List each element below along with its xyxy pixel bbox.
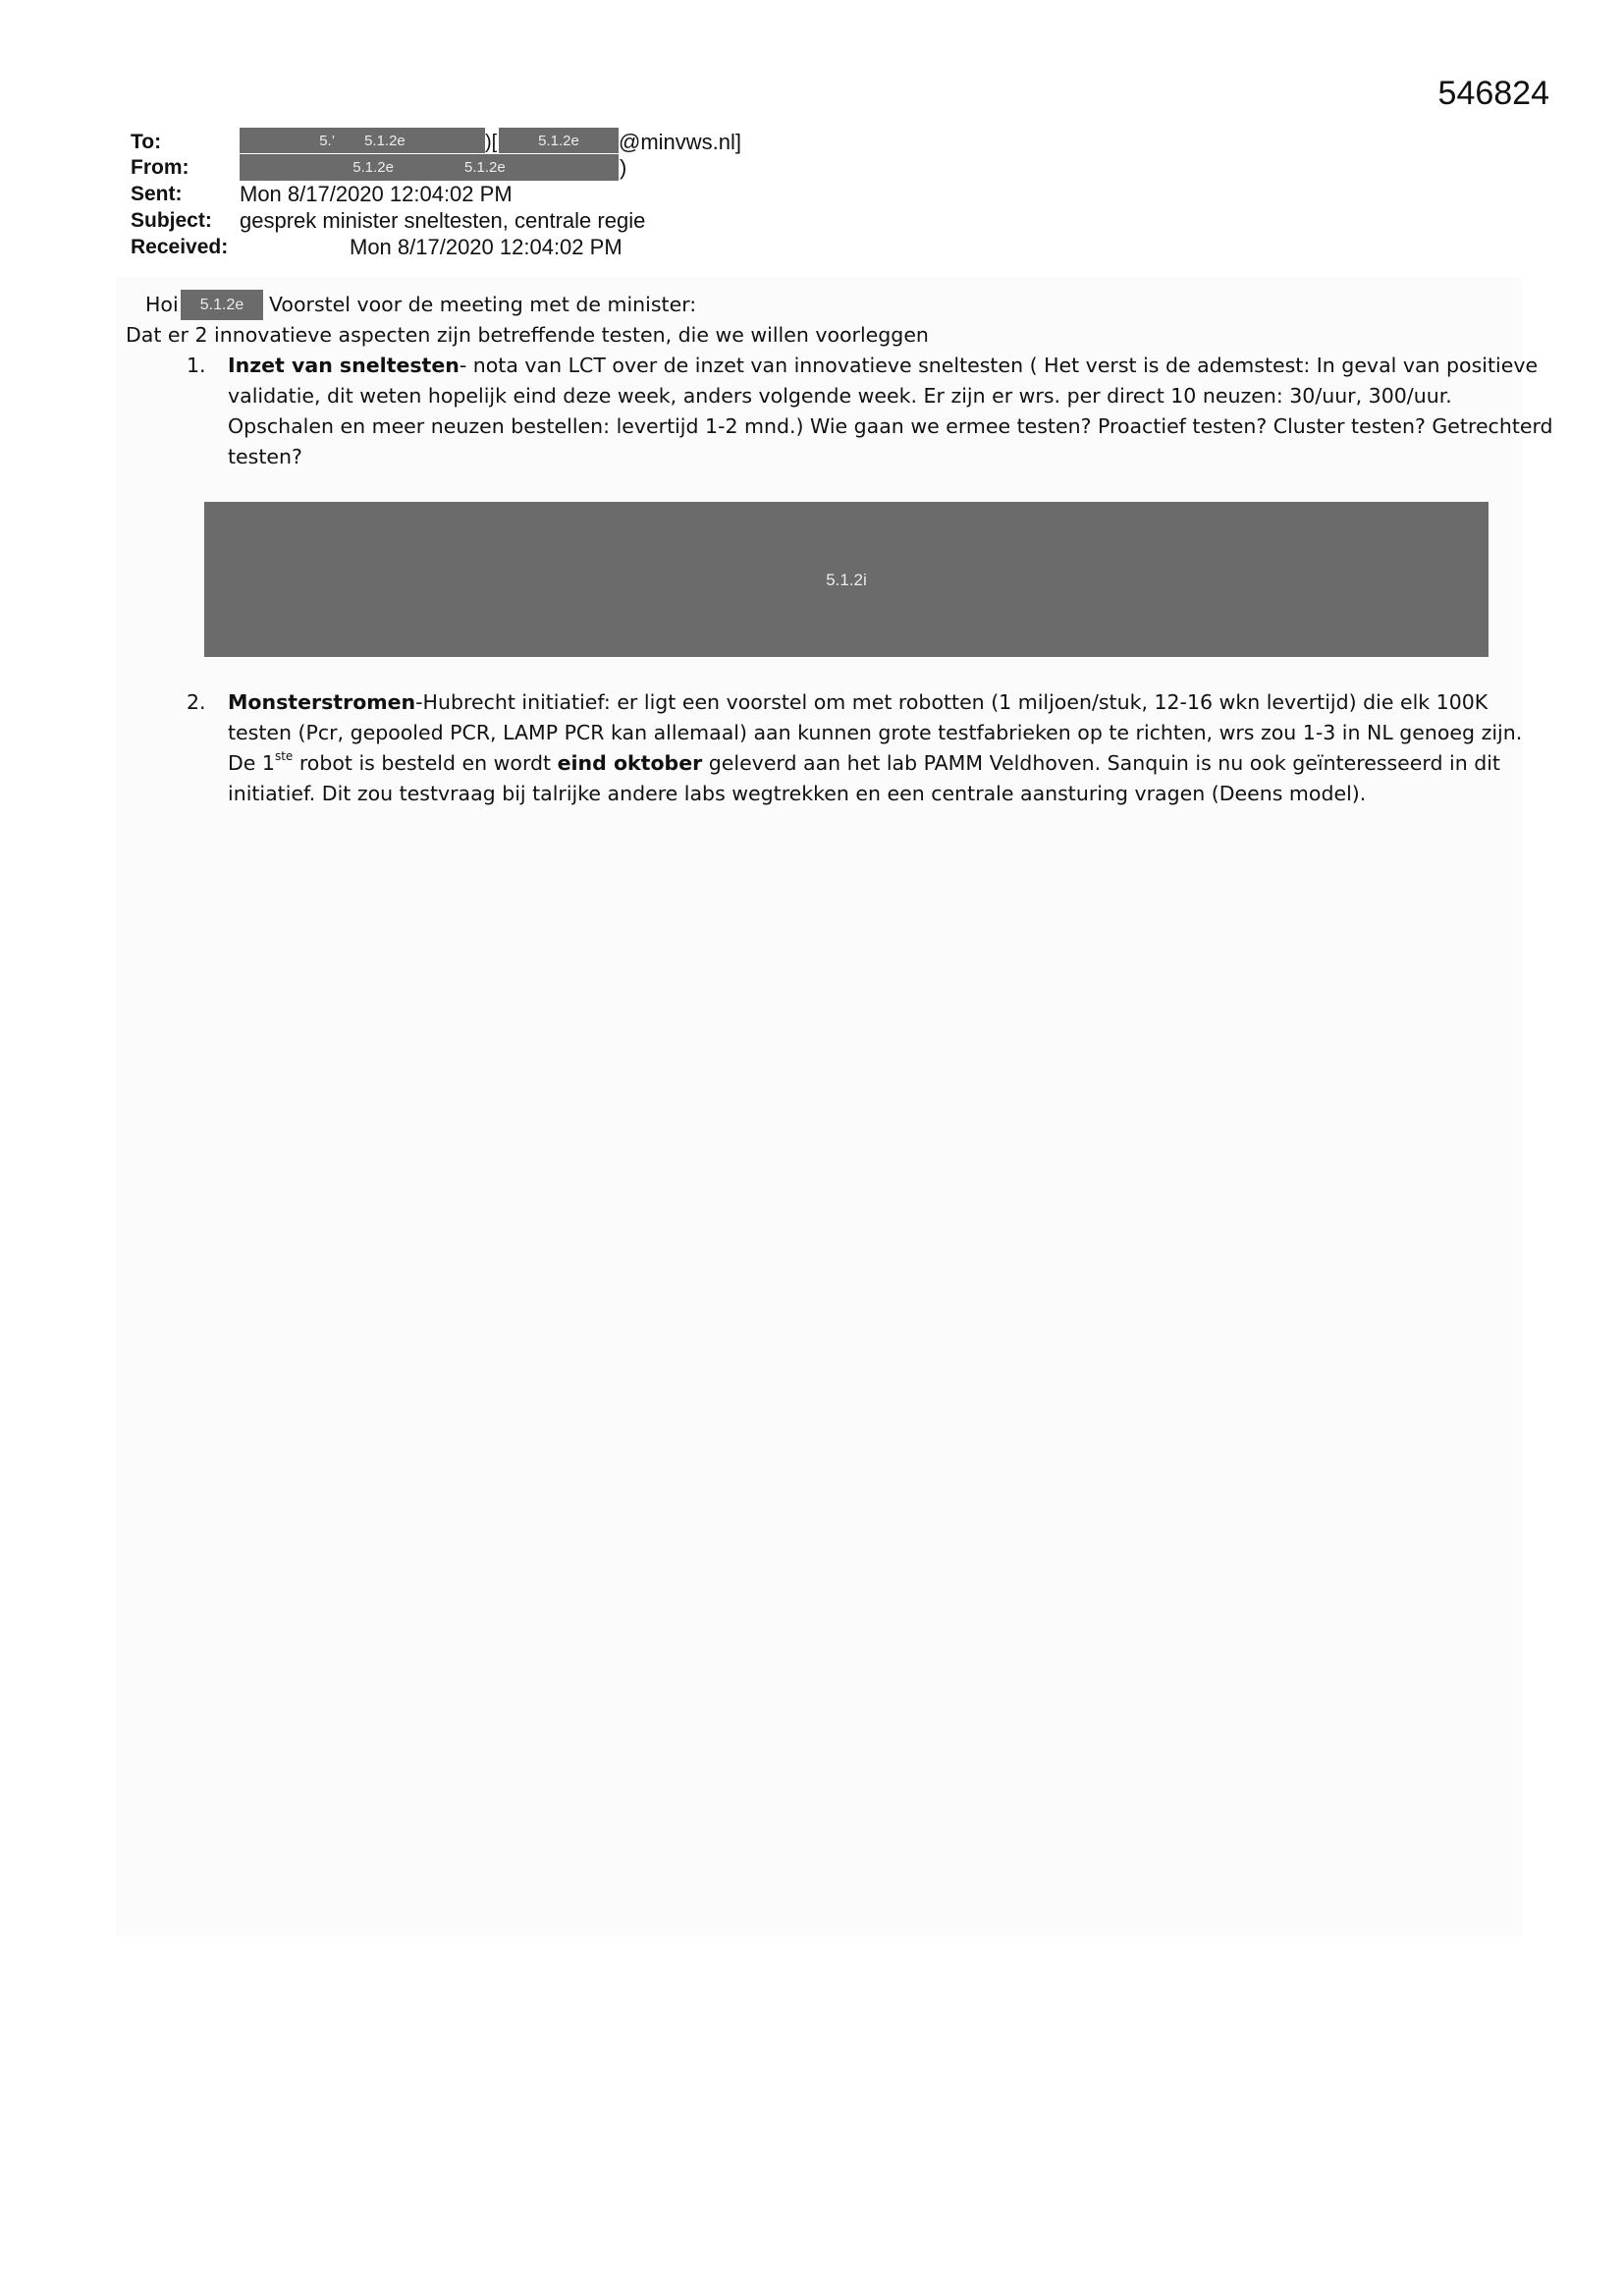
- to-domain: @minvws.nl]: [619, 130, 742, 154]
- received-label: Received:: [131, 236, 229, 258]
- greeting-rest: Voorstel voor de meeting met de minister:: [269, 293, 697, 316]
- item-1-text: [228, 351, 1553, 472]
- greeting-line: [145, 290, 179, 320]
- item-1-body: - nota van LCT over de inzet van innovatieve sneltesten ( Het verst is de ademstest: In geval van positieve validatie, dit weten hopelijk eind deze week, anders volgende week. Er zijn er wrs. per direct 10 neuzen: 30/uur, 300/uur. Opschalen en meer neuzen bestellen: levertijd 1-2 mnd.) Wie gaan we ermee testen? Proactief testen? Cluster testen? Getrechterd testen?: [228, 354, 1553, 468]
- to-separator: )[: [485, 132, 498, 153]
- to-redaction-1: 5.’ 5.1.2e: [240, 128, 485, 153]
- to-redaction-2: 5.1.2e: [499, 128, 619, 153]
- document-number: 546824: [1437, 75, 1549, 112]
- to-label: To:: [131, 131, 162, 153]
- superscript: ste: [274, 749, 294, 763]
- item-2-title: Monsterstromen: [228, 690, 416, 714]
- from-redaction: 5.1.2e 5.1.2e: [240, 154, 619, 181]
- greeting-redaction: 5.1.2e: [181, 290, 263, 320]
- greeting: Hoi: [145, 293, 179, 316]
- from-label: From:: [131, 156, 189, 179]
- intro-line: Dat er 2 innovatieve aspecten zijn betreffende testen, die we willen voorleggen: [126, 323, 929, 347]
- item-2-deadline: eind oktober: [557, 751, 703, 775]
- subject-label: Subject:: [131, 209, 212, 232]
- item-2-text: Monsterstromen-Hubrecht initiatief: er ligt een voorstel om met robotten (1 miljoen/stuk, 12-16 wkn levertijd) die elk 100K testen (Pcr, gepooled PCR, LAMP PCR kan allemaal) aan kunnen grote testfabrieken op te richten, wrs zou 1-3 in NL genoeg zijn. De 1ste robot is besteld en wordt eind oktober geleverd aan het lab PAMM Veldhoven. Sanquin is nu ook geïnteresseerd in dit initiatief. Dit zou testvraag bij talrijke andere labs wegtrekken en een centrale aansturing vragen (Deens model).: [228, 690, 1523, 805]
- sent-value: Mon 8/17/2020 12:04:02 PM: [240, 182, 513, 206]
- from-close: ): [620, 155, 627, 180]
- received-value: Mon 8/17/2020 12:04:02 PM: [350, 235, 623, 259]
- block-redaction: 5.1.2i: [204, 502, 1489, 657]
- sent-label: Sent:: [131, 183, 183, 205]
- item-1-title: Inzet van sneltesten: [228, 354, 460, 377]
- item-2-number: 2.: [187, 690, 206, 714]
- item-1-number: 1.: [187, 354, 206, 377]
- subject-value: gesprek minister sneltesten, centrale regie: [240, 208, 646, 233]
